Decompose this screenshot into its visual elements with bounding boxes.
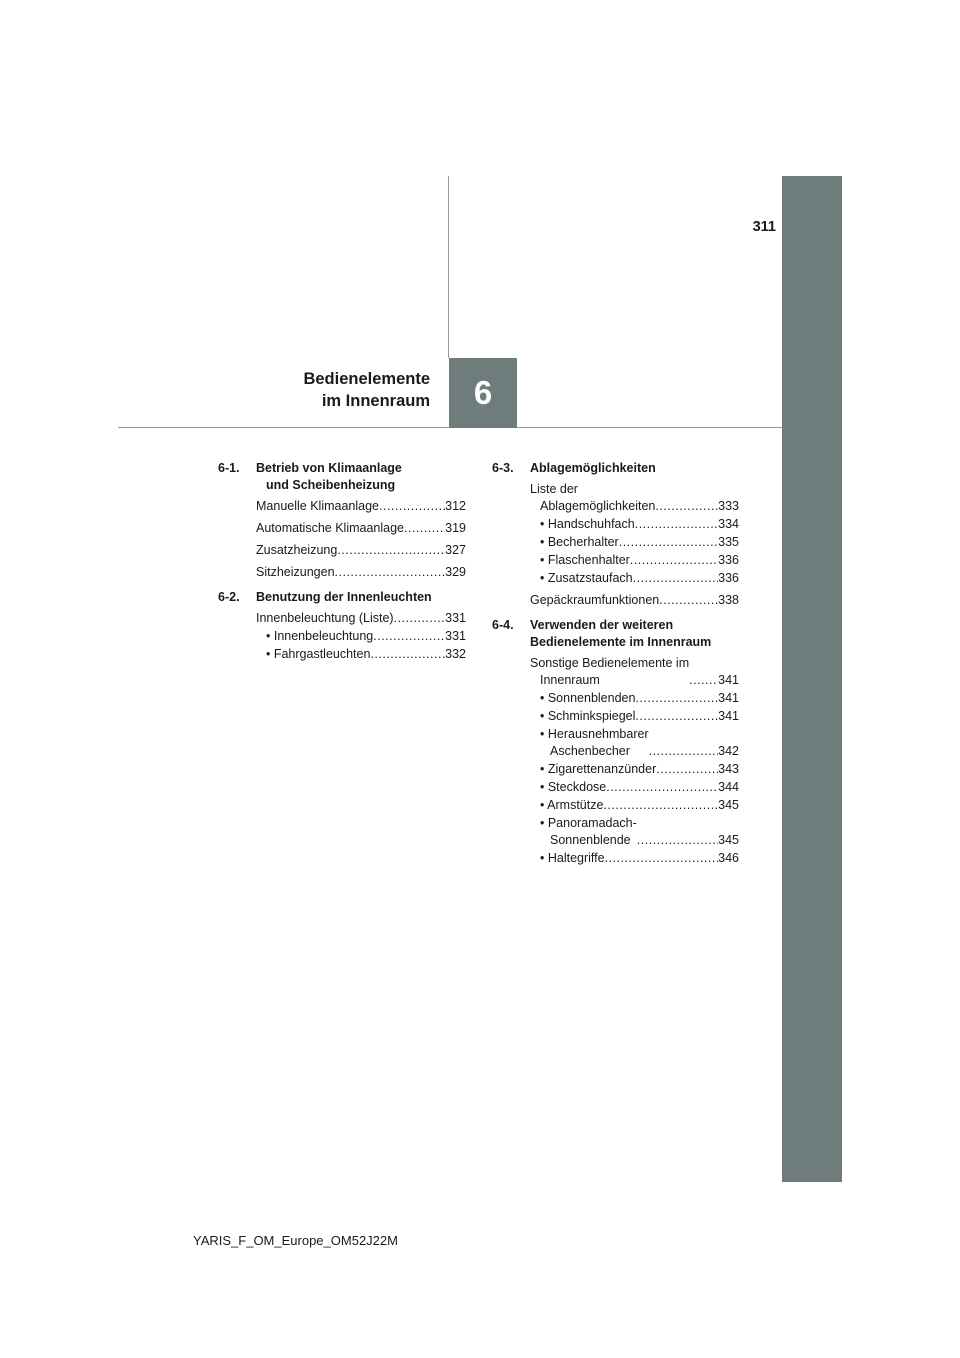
entry-page: 334 [718,517,739,531]
entry-label: Innenbeleuchtung (Liste) [256,611,394,625]
dot-leader [655,498,718,515]
toc-entry[interactable] [218,542,466,559]
entry-label: Automatische Klimaanlage [256,521,404,535]
dot-leader [335,564,446,581]
entry-page: 342 [718,744,739,758]
dot-leader [373,628,445,645]
entry-label: • Zusatzstaufach [540,571,633,585]
entry-label: Zusatzheizung [256,543,338,557]
section-title [256,589,432,606]
toc-section-6-2 [218,589,466,663]
entry-page: 331 [445,611,466,625]
dot-leader [606,779,718,796]
entry-label: • Zigarettenanzünder [540,762,657,776]
toc-entry[interactable] [492,481,739,515]
dot-leader [337,542,445,559]
toc-section-6-1 [218,460,466,581]
entry-page: 327 [445,543,466,557]
entry-page: 345 [718,798,739,812]
section-title-line1: Verwenden der weiteren [530,618,674,632]
toc-entry[interactable] [492,850,739,867]
entry-label-line1: • Herausnehmbarer [540,727,649,741]
entry-label: • Innenbeleuchtung [266,629,374,643]
section-heading[interactable] [492,460,739,477]
dot-leader [649,743,719,760]
toc-entry[interactable] [492,726,739,760]
toc-entry[interactable] [218,646,466,663]
section-title [256,460,402,494]
entry-label: • Haltegriffe [540,851,605,865]
dot-leader [630,552,718,569]
chapter-title-line2: im Innenraum [321,392,430,410]
entry-page: 335 [718,535,739,549]
entry-label-line1: • Panoramadach- [540,816,637,830]
dot-leader [689,672,718,689]
dot-leader [635,516,718,533]
entry-page: 332 [445,647,466,661]
entry-label: • Fahrgastleuchten [266,647,371,661]
entry-page: 343 [718,762,739,776]
entry-label: • Armstütze [540,798,604,812]
toc-entry[interactable] [492,761,739,778]
dot-leader [379,498,445,515]
toc-entry[interactable] [492,655,739,689]
section-number: 6-3. [492,461,514,475]
entry-label-line1: Sonstige Bedienelemente im [530,656,690,670]
entry-label-line2: Innenraum [540,673,600,687]
entry-page: 312 [445,499,466,513]
toc-column-right [492,460,739,875]
entry-label-line2: Sonnenblende [550,833,631,847]
section-number: 6-2. [218,590,240,604]
chapter-number-badge: 6 [449,358,517,428]
dot-leader [633,570,719,587]
section-heading[interactable] [218,589,466,606]
entry-page: 344 [718,780,739,794]
toc-section-6-4 [492,617,739,867]
toc-entry[interactable] [492,516,739,533]
section-heading[interactable] [218,460,466,494]
entry-page: 333 [718,499,739,513]
dot-leader [635,690,718,707]
toc-entry[interactable] [492,708,739,725]
section-heading[interactable] [492,617,739,651]
toc-column-left [218,460,466,671]
toc-entry[interactable] [218,564,466,581]
dot-leader [659,592,718,609]
chapter-side-tab [782,176,842,1182]
section-number: 6-4. [492,618,514,632]
dot-leader [404,520,445,537]
entry-label-line2: Ablagemöglichkeiten [540,499,656,513]
section-number: 6-1. [218,461,240,475]
entry-label: • Becherhalter [540,535,619,549]
entry-page: 336 [718,571,739,585]
entry-label: • Sonnenblenden [540,691,636,705]
toc-section-6-3 [492,460,739,609]
entry-page: 319 [445,521,466,535]
toc-entry[interactable] [492,779,739,796]
section-title [530,617,711,651]
section-title-line2: und Scheibenheizung [266,478,396,492]
entry-label-line1: Liste der [530,482,578,496]
entry-label-line2: Aschenbecher [550,744,630,758]
toc-entry[interactable] [492,570,739,587]
dot-leader [635,708,718,725]
section-title-line1: Betrieb von Klimaanlage [256,461,402,475]
dot-leader [603,797,718,814]
toc-entry[interactable] [218,498,466,515]
section-title-line1: Ablagemöglichkeiten [530,461,656,475]
toc-entry[interactable] [492,592,739,609]
toc-entry[interactable] [492,797,739,814]
entry-page: 341 [718,691,739,705]
toc-entry[interactable] [218,628,466,645]
dot-leader [619,534,718,551]
chapter-title [303,368,430,412]
entry-label: • Schminkspiegel [540,709,636,723]
entry-page: 329 [445,565,466,579]
entry-page: 331 [445,629,466,643]
entry-page: 341 [718,709,739,723]
page-number: 311 [752,219,776,235]
entry-page: 336 [718,553,739,567]
dot-leader [370,646,445,663]
entry-page: 346 [718,851,739,865]
entry-page: 338 [718,593,739,607]
entry-page: 341 [718,673,739,687]
section-title-line1: Benutzung der Innenleuchten [256,590,432,604]
entry-label: Gepäckraumfunktionen [530,593,660,607]
toc-entry[interactable] [492,815,739,849]
entry-page: 345 [718,833,739,847]
toc-entry[interactable] [492,552,739,569]
entry-label: • Steckdose [540,780,607,794]
dot-leader [394,610,446,627]
toc-entry[interactable] [492,690,739,707]
section-title-line2: Bedienelemente im Innenraum [530,635,712,649]
section-title [530,460,656,477]
chapter-title-line1: Bedienelemente [303,370,430,388]
dot-leader [605,850,719,867]
toc-entry[interactable] [218,610,466,627]
entry-label: Manuelle Klimaanlage [256,499,379,513]
document-id: YARIS_F_OM_Europe_OM52J22M [193,1233,398,1248]
toc-entry[interactable] [492,534,739,551]
entry-label: • Flaschenhalter [540,553,630,567]
vertical-divider [448,176,449,358]
entry-label: Sitzheizungen [256,565,335,579]
dot-leader [656,761,718,778]
dot-leader [637,832,718,849]
toc-entry[interactable] [218,520,466,537]
entry-label: • Handschuhfach [540,517,635,531]
